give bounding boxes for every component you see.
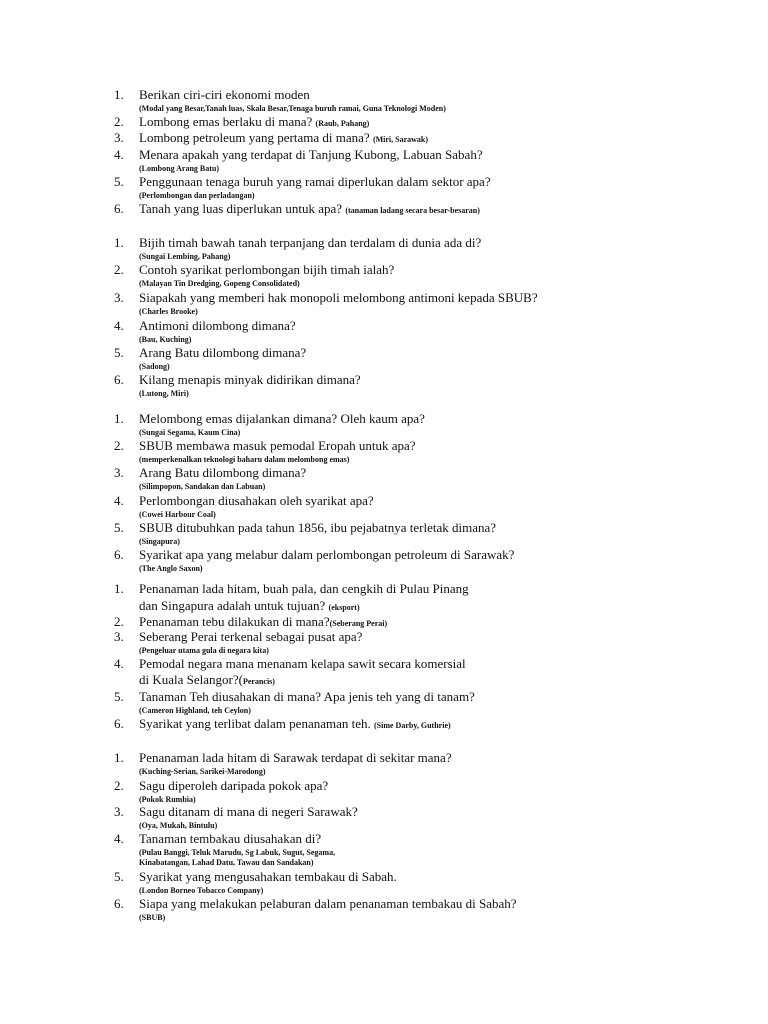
answer-text: (Pulau Banggi, Teluk Marudu, Sg Labuk, Sugut, Segama, bbox=[139, 848, 336, 857]
question-number: 3. bbox=[114, 629, 124, 644]
question-text bbox=[139, 130, 428, 147]
question-text: Penanaman lada hitam, buah pala, dan cengkih di Pulau Pinang bbox=[139, 581, 469, 596]
question-text-main: Syarikat yang terlibat dalam penanaman teh. bbox=[139, 716, 371, 731]
question-number: 2. bbox=[114, 262, 124, 277]
answer-text: (Pengeluar utama gula di negara kita) bbox=[139, 646, 269, 655]
question-text-continued bbox=[139, 598, 360, 615]
question-number: 1. bbox=[114, 581, 124, 596]
answer-text: (Charles Brooke) bbox=[139, 307, 198, 316]
answer-text: (Malayan Tin Dredging, Gopeng Consolidated) bbox=[139, 279, 300, 288]
answer-text: (London Borneo Tobacco Company) bbox=[139, 886, 264, 895]
inline-answer: (Miri, Sarawak) bbox=[372, 135, 429, 144]
question-number: 3. bbox=[114, 465, 124, 480]
answer-text: (Sadong) bbox=[139, 362, 170, 371]
question-text: Syarikat yang mengusahakan tembakau di Sabah. bbox=[139, 869, 397, 884]
answer-text: (Sungai Lembing, Pahang) bbox=[139, 252, 231, 261]
answer-text: (Cameron Highland, teh Ceylon) bbox=[139, 706, 251, 715]
answer-text: (Kuching-Serian, Sarikei-Marodong) bbox=[139, 767, 266, 776]
question-text-main: Lombong emas berlaku di mana? bbox=[139, 114, 313, 129]
question-text bbox=[139, 716, 451, 733]
question-number: 4. bbox=[114, 318, 124, 333]
answer-text: (The Anglo Saxon) bbox=[139, 564, 203, 573]
answer-text: (Lutong, Miri) bbox=[139, 389, 189, 398]
question-text-continued bbox=[139, 672, 275, 689]
question-text: Antimoni dilombong dimana? bbox=[139, 318, 296, 333]
question-text bbox=[139, 114, 369, 131]
question-text: Pemodal negara mana menanam kelapa sawit secara komersial bbox=[139, 656, 466, 671]
question-text: Contoh syarikat perlombongan bijih timah ialah? bbox=[139, 262, 395, 277]
question-text: Kilang menapis minyak didirikan dimana? bbox=[139, 372, 361, 387]
question-text-main: dan Singapura adalah untuk tujuan? bbox=[139, 598, 326, 613]
question-number: 3. bbox=[114, 804, 124, 819]
question-number: 2. bbox=[114, 778, 124, 793]
question-number: 1. bbox=[114, 87, 124, 102]
answer-text: (Pokok Rumbia) bbox=[139, 795, 196, 804]
question-text: Penggunaan tenaga buruh yang ramai diperlukan dalam sektor apa? bbox=[139, 174, 491, 189]
question-text-main: Lombong petroleum yang pertama di mana? bbox=[139, 130, 370, 145]
answer-text: (Perlombongan dan perladangan) bbox=[139, 191, 255, 200]
inline-answer: Perancis) bbox=[242, 677, 275, 686]
question-text: Sagu diperoleh daripada pokok apa? bbox=[139, 778, 329, 793]
question-text: Perlombongan diusahakan oleh syarikat apa? bbox=[139, 493, 374, 508]
question-text-main: di Kuala Selangor?( bbox=[139, 672, 243, 687]
question-number: 3. bbox=[114, 130, 124, 145]
question-number: 4. bbox=[114, 656, 124, 671]
question-number: 4. bbox=[114, 147, 124, 162]
question-text: SBUB membawa masuk pemodal Eropah untuk apa? bbox=[139, 438, 416, 453]
answer-text: (memperkenalkan teknologi baharu dalam melombong emas) bbox=[139, 455, 350, 464]
question-number: 5. bbox=[114, 174, 124, 189]
answer-text: (Silimpopon, Sandakan dan Labuan) bbox=[139, 482, 266, 491]
question-number: 4. bbox=[114, 493, 124, 508]
question-text: Melombong emas dijalankan dimana? Oleh kaum apa? bbox=[139, 411, 425, 426]
question-number: 6. bbox=[114, 372, 124, 387]
answer-text: (Bau, Kuching) bbox=[139, 335, 192, 344]
question-text: Bijih timah bawah tanah terpanjang dan terdalam di dunia ada di? bbox=[139, 235, 482, 250]
question-text: Sagu ditanam di mana di negeri Sarawak? bbox=[139, 804, 358, 819]
answer-text: (Lombong Arang Batu) bbox=[139, 164, 220, 173]
question-number: 5. bbox=[114, 869, 124, 884]
question-text-main: Penanaman tebu dilakukan di mana? bbox=[139, 614, 330, 629]
question-number: 2. bbox=[114, 114, 124, 129]
answer-text: (Modal yang Besar,Tanah luas, Skala Besar,Tenaga buruh ramai, Guna Teknologi Moden) bbox=[139, 104, 446, 113]
question-number: 5. bbox=[114, 520, 124, 535]
answer-text: (Sungai Segama, Kaum Cina) bbox=[139, 428, 241, 437]
question-number: 1. bbox=[114, 411, 124, 426]
answer-text-continued: Kinabatangan, Lahad Datu, Tawau dan Sandakan) bbox=[139, 858, 314, 867]
question-text: Seberang Perai terkenal sebagai pusat apa? bbox=[139, 629, 363, 644]
answer-text: (Singapura) bbox=[139, 537, 180, 546]
inline-answer: (eksport) bbox=[328, 603, 360, 612]
question-number: 6. bbox=[114, 201, 124, 216]
question-text: Arang Batu dilombong dimana? bbox=[139, 465, 307, 480]
question-number: 2. bbox=[114, 614, 124, 629]
question-number: 6. bbox=[114, 716, 124, 731]
question-text bbox=[139, 201, 480, 218]
question-text: Siapa yang melakukan pelaburan dalam penanaman tembakau di Sabah? bbox=[139, 896, 517, 911]
question-text: Tanaman Teh diusahakan di mana? Apa jenis teh yang di tanam? bbox=[139, 689, 475, 704]
question-text: Penanaman lada hitam di Sarawak terdapat di sekitar mana? bbox=[139, 750, 452, 765]
inline-answer: (Seberang Perai) bbox=[329, 619, 388, 628]
question-number: 5. bbox=[114, 345, 124, 360]
question-text: SBUB ditubuhkan pada tahun 1856, ibu pejabatnya terletak dimana? bbox=[139, 520, 497, 535]
question-number: 1. bbox=[114, 750, 124, 765]
answer-text: (Oya, Mukah, Bintulu) bbox=[139, 821, 218, 830]
question-text: Menara apakah yang terdapat di Tanjung Kubong, Labuan Sabah? bbox=[139, 147, 483, 162]
question-number: 2. bbox=[114, 438, 124, 453]
question-number: 6. bbox=[114, 896, 124, 911]
question-text: Tanaman tembakau diusahakan di? bbox=[139, 831, 322, 846]
question-text-main: Tanah yang luas diperlukan untuk apa? bbox=[139, 201, 343, 216]
question-text: Berikan ciri-ciri ekonomi moden bbox=[139, 87, 310, 102]
question-text: Arang Batu dilombong dimana? bbox=[139, 345, 307, 360]
question-number: 5. bbox=[114, 689, 124, 704]
answer-text: (SBUB) bbox=[139, 913, 166, 922]
question-number: 4. bbox=[114, 831, 124, 846]
inline-answer: (Sime Darby, Guthrie) bbox=[374, 721, 451, 730]
answer-text: (Cowei Harbour Coal) bbox=[139, 510, 216, 519]
inline-answer: (Raub, Pahang) bbox=[315, 119, 370, 128]
question-number: 6. bbox=[114, 547, 124, 562]
question-number: 1. bbox=[114, 235, 124, 250]
inline-answer: (tanaman ladang secara besar-besaran) bbox=[345, 206, 480, 215]
question-text: Siapakah yang memberi hak monopoli melombong antimoni kepada SBUB? bbox=[139, 290, 538, 305]
question-number: 3. bbox=[114, 290, 124, 305]
question-text: Syarikat apa yang melabur dalam perlombongan petroleum di Sarawak? bbox=[139, 547, 515, 562]
